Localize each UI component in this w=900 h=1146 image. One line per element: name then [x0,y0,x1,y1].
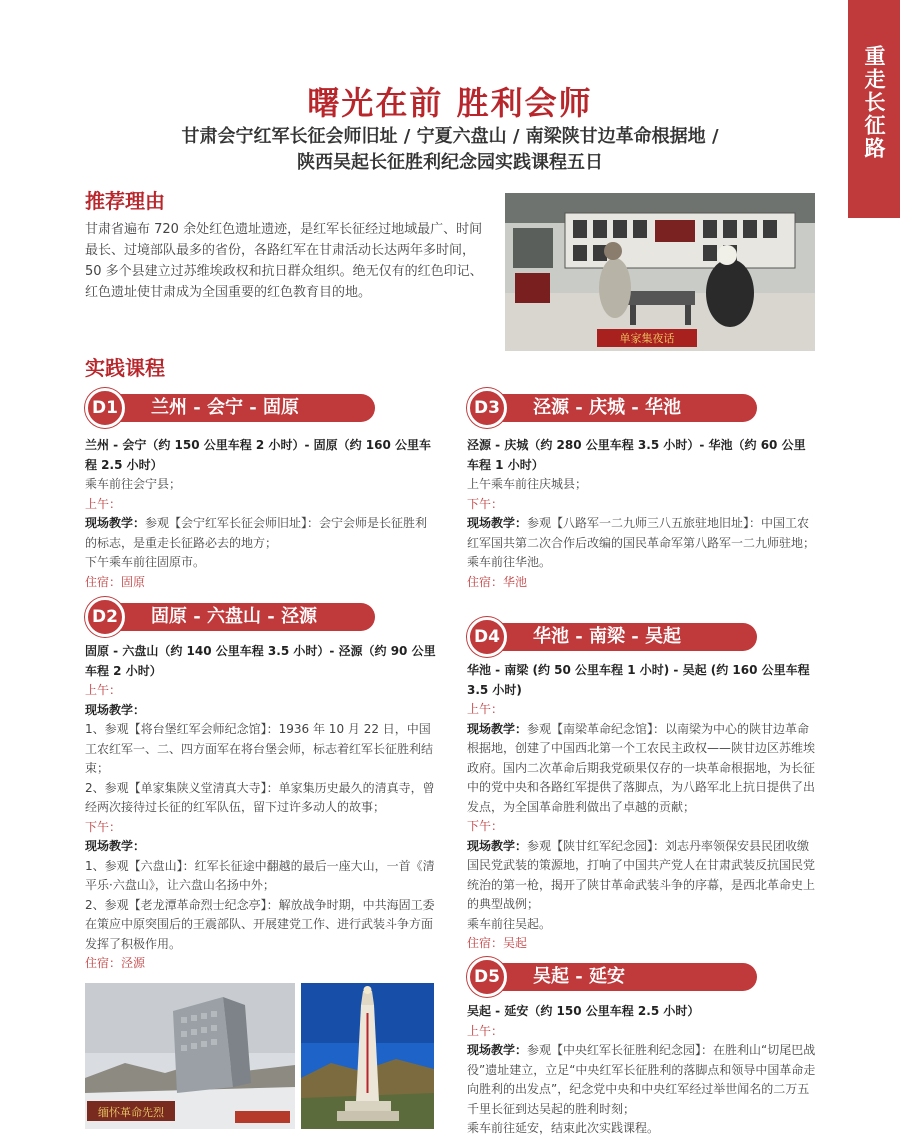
day4-text: 参观【南梁革命纪念馆】：以南梁为中心的陕甘边革命根据地，创建了中国西北第一个工农民主政权——陕甘边区苏维埃政府。国内二次革命后期我党硕果仅存的一块革命根据地，为长征中的党中央和各路红军提供了落脚点，为八路军北上抗日提供了出发点，为全国革命胜利做出了卓越的贡献； [467,721,816,814]
day4-line: 下午： [467,819,504,833]
page-title: 曙光在前 胜利会师 [307,84,593,122]
day5-body [467,1002,817,1139]
hall-caption: 缅怀革命先烈 [98,1106,164,1119]
day4-banner [467,620,757,654]
day3-label: 现场教学： [467,516,528,530]
day5-label: 现场教学： [467,1043,528,1057]
day2-line: 1、参观【六盘山】：红军长征途中翻越的最后一座大山，一首《清平乐·六盘山》，让六盘山名扬中外； [85,858,435,892]
day1-body [85,436,437,592]
day3-banner [467,391,757,425]
day4-line: 住宿：吴起 [467,936,528,950]
day3-body [467,436,817,592]
day1-text: 参观【会宁红军长征会师旧址】：会宁会师是长征胜利的标志，是重走长征路必去的地方； [85,516,428,550]
course-heading: 实践课程 [85,356,165,380]
monument-photo [301,983,434,1129]
day4-line: 乘车前往吴起。 [467,916,552,931]
museum-photo [505,193,815,351]
reason-heading: 推荐理由 [85,189,165,213]
day2-line: 1、参观【将台堡红军会师纪念馆】：1936 年 10 月 22 日，中国工农红军一、二、四方面军在将台堡会师，标志着红军长征胜利结束； [85,722,434,775]
day1-line: 上午： [85,496,122,511]
day1-label: 现场教学： [85,516,146,530]
day5-line [467,1041,817,1119]
day5-line: 吴起 - 延安（约 150 公里车程 2.5 小时） [467,1004,700,1018]
day2-line: 下午： [85,819,122,834]
day3-badge: D3 [467,388,507,428]
day4-body [467,661,817,954]
memorial-hall-photo [85,983,295,1129]
day5-line: 乘车前往延安，结束此次实践课程。 [467,1121,660,1135]
day3-line: 泾源 - 庆城（约 280 公里车程 3.5 小时）- 华池（约 60 公里车程 1 小时） [467,438,806,472]
day5-badge: D5 [467,957,507,997]
day2-line: 上午： [85,683,122,697]
day2-line: 现场教学： [85,839,146,853]
day1-route: 兰州 - 会宁 - 固原 [151,397,300,418]
day2-banner [85,600,375,634]
page-subtitle-line1: 甘肃会宁红军长征会师旧址 / 宁夏六盘山 / 南梁陕甘边革命根据地 / [181,126,719,147]
day2-route: 固原 - 六盘山 - 泾源 [151,606,318,627]
day5-text: 参观【中央红军长征胜利纪念园】：在胜利山“切尾巴战役”遗址建立，立足“中央红军长征胜利的落脚点和领导中国革命走向胜利的出发点”，纪念党中央和中央红军经过举世闻名的二万五千里长征到达吴起的胜利时刻； [467,1043,816,1116]
page-subtitle-line2: 陕西吴起长征胜利纪念园实践课程五日 [297,152,603,173]
day1-banner [85,391,375,425]
day2-line: 2、参观【老龙潭革命烈士纪念亭】：解放战争时期，中共海固工委在策应中原突围后的王震部队、开展建党工作、进行武装斗争方面发挥了积极作用。 [85,897,435,951]
reason-text: 甘肃省遍布 720 余处红色遗址遗迹，是红军长征经过地域最广、时间最长、过境部队最多的省份，各路红军在甘肃活动长达两年多时间，50 多个县建立过苏维埃政权和抗日群众组织。绝无仅有的红色印记、红色遗址使甘肃成为全国重要的红色教育目的地。 [85,222,483,300]
day1-line: 住宿：固原 [85,574,146,589]
day5-banner [467,960,757,994]
day5-route: 吴起 - 延安 [533,966,626,987]
day3-route: 泾源 - 庆城 - 华池 [533,397,682,418]
day4-line: 华池 - 南梁 (约 50 公里车程 1 小时) - 吴起 (约 160 公里车程 3.5 小时) [467,663,810,697]
day3-line: 下午： [467,496,504,511]
day1-line: 下午乘车前往固原市。 [85,555,206,569]
day2-line: 固原 - 六盘山（约 140 公里车程 3.5 小时）- 泾源（约 90 公里车程 2 小时） [85,644,436,678]
day3-line: 乘车前往华池。 [467,555,552,569]
day3-text: 参观【八路军一二九师三八五旅驻地旧址】：中国工农红军国共第二次合作后改编的国民革命军第八路军一二九师驻地； [467,516,816,550]
day3-line: 上午乘车前往庆城县； [467,477,588,491]
day5-line: 上午： [467,1023,504,1038]
day2-body [85,642,437,974]
day2-line: 现场教学： [85,702,146,717]
day1-line: 乘车前往会宁县； [85,477,182,491]
day4-label: 现场教学： [467,838,528,853]
day3-line: 住宿：华池 [467,574,528,589]
memorial-hall-image [85,983,295,1129]
day1-line [85,514,437,553]
day4-text: 参观【陕甘红军纪念园】：刘志丹率领保安县民团收缴国民党武装的策源地，打响了中国共产党人在甘肃武装反抗国民党统治的第一枪，揭开了陕甘革命武装斗争的序幕，是西北革命史上的典型战例； [467,838,816,911]
day2-line: 2、参观【单家集陕义堂清真大寺】：单家集历史最久的清真寺，曾经两次接待过长征的红军队伍，留下过许多动人的故事； [85,780,435,814]
side-tab-text: 重走长征路 [862,45,887,160]
day4-line: 上午： [467,702,504,716]
monument-image [301,983,434,1129]
day4-badge: D4 [467,617,507,657]
day4-line [467,720,817,818]
day3-line [467,514,817,553]
photo-caption: 单家集夜话 [619,332,675,345]
day2-badge: D2 [85,597,125,637]
day4-line [467,837,817,915]
day1-line: 兰州 - 会宁（约 150 公里车程 2 小时）- 固原（约 160 公里车程 2.5 小时） [85,438,432,472]
day4-label: 现场教学： [467,721,528,736]
day4-route: 华池 - 南梁 - 吴起 [533,626,682,647]
museum-scene-image [505,193,815,351]
day1-badge: D1 [85,388,125,428]
day2-line: 住宿：泾源 [85,956,146,970]
